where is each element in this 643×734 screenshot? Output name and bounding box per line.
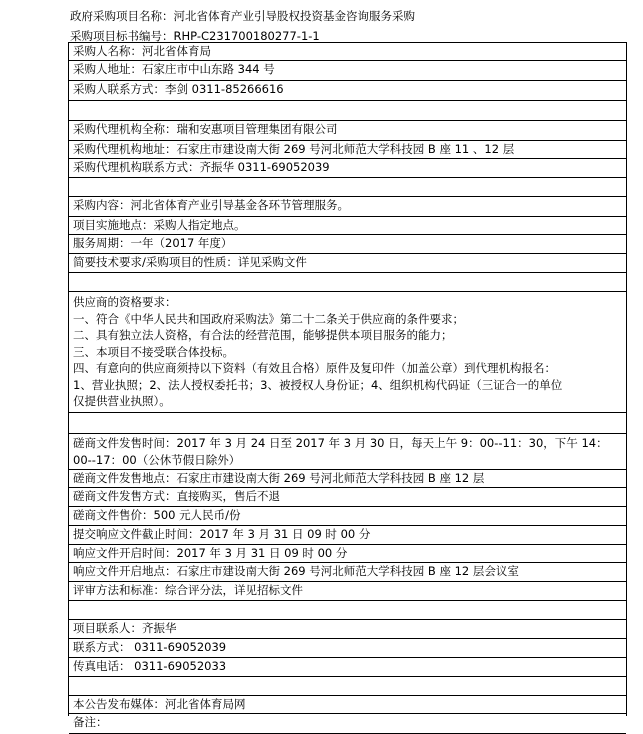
sale-time-text-cont: 00--17：00（公休节假日除外） — [73, 452, 241, 467]
qualification-item: 四、有意向的供应商须持以下资料（有效且合格）原件及复印件（加盖公章）到代理机构报名： — [73, 361, 556, 375]
price-text: 磋商文件售价：500 元人民币/份 — [73, 508, 241, 522]
qualification-item: 二、具有独立法人资格，有合法的经营范围，能够提供本项目服务的能力； — [73, 328, 453, 342]
row-agency-address — [69, 141, 626, 159]
service-period-text: 服务周期：一年（2017 年度） — [73, 236, 233, 250]
contact-phone-text: 联系方式： 0311-69052039 — [73, 640, 227, 654]
agency-name-text: 采购代理机构全称：瑞和安惠项目管理集团有限公司 — [73, 122, 338, 136]
row-sale-place — [69, 470, 626, 488]
row-content — [69, 197, 626, 217]
qualification-item: 1、营业执照；2、法人授权委托书；3、被授权人身份证；4、组织机构代码证（三证合一的单位 — [73, 377, 563, 392]
row-purchaser-name — [69, 43, 626, 61]
open-time-text: 响应文件开启时间：2017 年 3 月 31 日 09 时 00 分 — [73, 546, 348, 560]
row-blank-4 — [69, 413, 626, 434]
row-agency-name — [69, 121, 626, 141]
sale-time-text: 磋商文件发售时间：2017 年 3 月 24 日至 2017 年 3 月 30 日，每天上午 9：00--11：30，下午 14： — [73, 436, 608, 450]
row-sale-time — [69, 434, 626, 470]
purchaser-name-text: 采购人名称：河北省体育局 — [73, 44, 211, 58]
row-service-period — [69, 235, 626, 254]
purchaser-contact-text: 采购人联系方式：李剑 0311-85266616 — [73, 82, 284, 96]
row-location — [69, 217, 626, 235]
row-purchaser-address — [69, 61, 626, 81]
qualification-item: 三、本项目不接受联合体投标。 — [73, 344, 234, 359]
row-price — [69, 507, 626, 526]
project-number-line: 采购项目标书编号：RHP-C231700180277-1-1 — [70, 29, 320, 43]
purchaser-address-text: 采购人地址：石家庄市中山东路 344 号 — [73, 62, 275, 76]
content-text: 采购内容：河北省体育产业引导基金各环节管理服务。 — [73, 198, 349, 212]
sale-method-text: 磋商文件发售方式：直接购买，售后不退 — [73, 489, 280, 503]
deadline-text: 提交响应文件截止时间：2017 年 3 月 31 日 09 时 00 分 — [73, 527, 371, 541]
contact-person-text: 项目联系人：齐振华 — [73, 621, 177, 635]
agency-contact-text: 采购代理机构联系方式：齐振华 0311-69052039 — [73, 160, 330, 174]
row-contact-person — [69, 620, 626, 639]
row-sale-method — [69, 488, 626, 507]
qualifications-title: 供应商的资格要求： — [73, 295, 177, 309]
row-blank-1 — [69, 101, 626, 121]
fax-text: 传真电话： 0311-69052033 — [73, 659, 227, 673]
row-blank-5 — [69, 601, 626, 620]
project-name-line: 政府采购项目名称：河北省体育产业引导股权投资基金咨询服务采购 — [70, 9, 415, 23]
evaluation-text: 评审方法和标准：综合评分法，详见招标文件 — [73, 583, 303, 597]
location-text: 项目实施地点：采购人指定地点。 — [73, 218, 246, 232]
row-blank-3 — [69, 273, 626, 292]
row-blank-6 — [69, 677, 626, 696]
row-requirements — [69, 254, 626, 273]
row-media — [69, 696, 626, 714]
row-contact-phone — [69, 639, 626, 658]
remarks-text: 备注： — [73, 715, 108, 729]
row-open-time — [69, 545, 626, 563]
media-text: 本公告发布媒体：河北省体育局网 — [73, 697, 246, 711]
qualification-item: 仅提供营业执照）。 — [73, 394, 171, 408]
row-deadline — [69, 526, 626, 545]
row-remarks — [69, 714, 626, 734]
row-agency-contact — [69, 159, 626, 178]
row-evaluation — [69, 582, 626, 601]
row-fax — [69, 658, 626, 677]
requirements-text: 简要技术要求/采购项目的性质：详见采购文件 — [73, 255, 307, 269]
open-place-text: 响应文件开启地点：石家庄市建设南大街 269 号河北师范大学科技园 B 座 12 层会议室 — [73, 564, 519, 578]
row-qualifications — [69, 292, 626, 413]
row-purchaser-contact — [69, 81, 626, 101]
announcement-table — [68, 42, 627, 729]
agency-address-text: 采购代理机构地址：石家庄市建设南大街 269 号河北师范大学科技园 B 座 11 、12 层 — [73, 142, 515, 156]
sale-place-text: 磋商文件发售地点：石家庄市建设南大街 269 号河北师范大学科技园 B 座 12 层 — [73, 471, 485, 485]
row-open-place — [69, 563, 626, 582]
row-blank-2 — [69, 178, 626, 197]
qualification-item: 一、符合《中华人民共和国政府采购法》第二十二条关于供应商的条件要求； — [73, 311, 464, 326]
